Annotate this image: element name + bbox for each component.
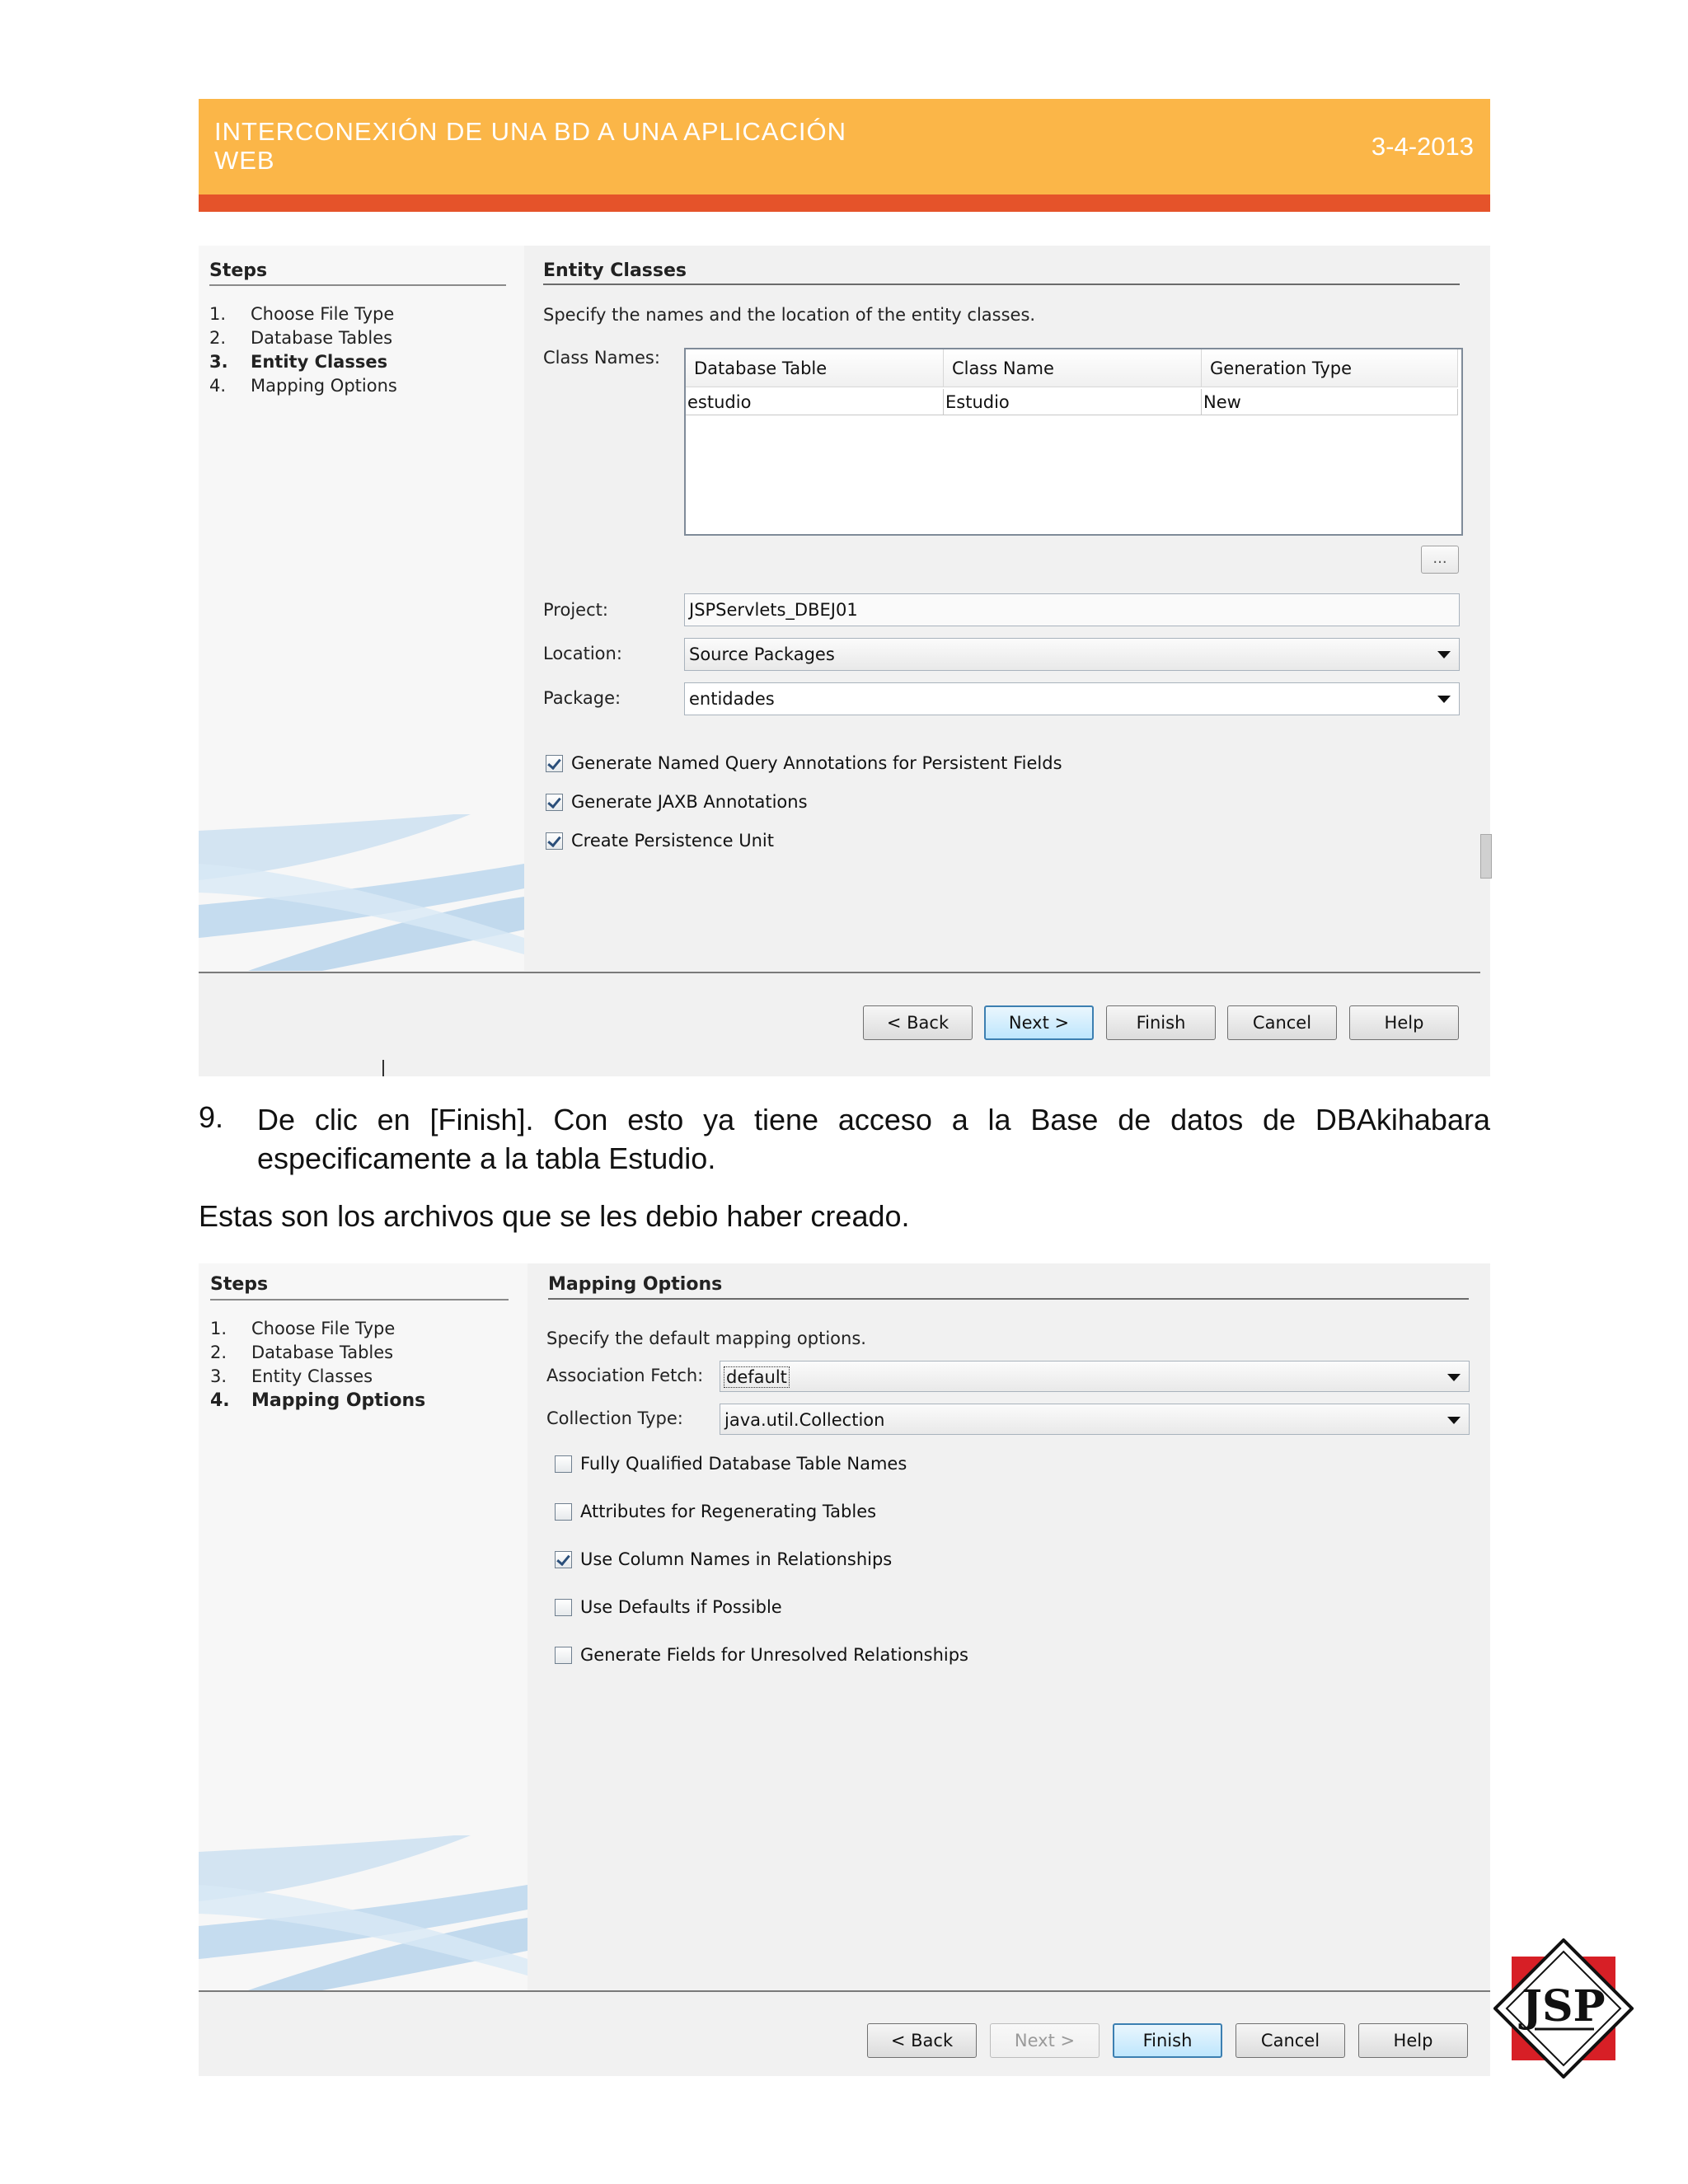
next-button: Next > xyxy=(990,2023,1100,2058)
section-title: Entity Classes xyxy=(543,260,687,281)
location-label: Location: xyxy=(543,644,622,663)
help-button[interactable]: Help xyxy=(1349,1005,1459,1040)
paragraph-files-created: Estas son los archivos que se les debio haber creado. xyxy=(199,1199,910,1233)
steps-list xyxy=(209,304,514,400)
button-bar-divider xyxy=(199,1990,1490,1992)
checkbox-checked-icon[interactable] xyxy=(546,755,563,772)
option-column-names[interactable] xyxy=(555,1549,892,1569)
option-use-defaults[interactable] xyxy=(555,1597,782,1617)
header-accent-bar xyxy=(199,194,1490,212)
package-label: Package: xyxy=(543,688,621,708)
column-header-class-name[interactable]: Class Name xyxy=(944,349,1202,387)
option-label: Use Defaults if Possible xyxy=(580,1597,782,1617)
finish-button[interactable]: Finish xyxy=(1113,2023,1222,2058)
cell-database-table[interactable]: estudio xyxy=(686,389,944,415)
option-label: Create Persistence Unit xyxy=(571,831,774,851)
class-names-table[interactable] xyxy=(684,348,1463,536)
steps-divider xyxy=(210,1299,509,1301)
steps-divider xyxy=(209,284,506,286)
option-unresolved-relationships[interactable] xyxy=(555,1645,968,1665)
paragraph-step-9: De clic en [Finish]. Con esto ya tiene acceso a la Base de datos de DBAkihabara especificamente a la tabla Estudio. xyxy=(257,1103,1490,1175)
option-persistence-unit[interactable] xyxy=(546,831,774,851)
option-label: Generate JAXB Annotations xyxy=(571,792,808,812)
jsp-logo xyxy=(1493,1938,1634,2079)
association-fetch-label: Association Fetch: xyxy=(546,1366,704,1385)
collection-type-value: java.util.Collection xyxy=(724,1410,885,1430)
option-label: Attributes for Regenerating Tables xyxy=(580,1502,877,1521)
help-button[interactable]: Help xyxy=(1358,2023,1468,2058)
location-value: Source Packages xyxy=(689,644,835,664)
option-named-query[interactable] xyxy=(546,753,1062,773)
collection-type-label: Collection Type: xyxy=(546,1408,683,1428)
step-database-tables: 2. Database Tables xyxy=(209,328,393,348)
project-field[interactable]: JSPServlets_DBEJ01 xyxy=(684,593,1460,626)
wizard-swoosh-graphic xyxy=(199,1835,528,1990)
package-dropdown[interactable] xyxy=(684,682,1460,715)
collection-type-dropdown[interactable] xyxy=(720,1404,1470,1435)
checkbox-unchecked-icon[interactable] xyxy=(555,1599,572,1616)
section-divider xyxy=(548,1298,1469,1300)
option-label: Generate Fields for Unresolved Relationships xyxy=(580,1645,968,1665)
association-fetch-value: default xyxy=(726,1367,787,1387)
class-names-label: Class Names: xyxy=(543,348,660,368)
section-divider xyxy=(543,284,1460,285)
location-dropdown[interactable] xyxy=(684,638,1460,671)
cell-class-name[interactable]: Estudio xyxy=(944,389,1202,415)
wizard-swoosh-graphic xyxy=(199,814,524,971)
package-value: entidades xyxy=(689,689,775,709)
section-description: Specify the names and the location of the entity classes. xyxy=(543,305,1036,325)
checkbox-checked-icon[interactable] xyxy=(555,1551,572,1568)
next-button[interactable]: Next > xyxy=(984,1005,1094,1040)
step-database-tables: 2. Database Tables xyxy=(210,1343,394,1362)
option-jaxb[interactable] xyxy=(546,792,808,812)
cell-generation-type[interactable]: New xyxy=(1202,389,1458,415)
option-fully-qualified[interactable] xyxy=(555,1454,907,1474)
option-attributes-regenerating[interactable] xyxy=(555,1502,876,1521)
checkbox-checked-icon[interactable] xyxy=(546,794,563,811)
step-mapping-options: 4. Mapping Options xyxy=(210,1390,426,1411)
step-entity-classes: 3. Entity Classes xyxy=(209,352,388,372)
column-header-generation-type[interactable]: Generation Type xyxy=(1202,349,1458,387)
step-entity-classes: 3. Entity Classes xyxy=(210,1366,373,1386)
document-title: INTERCONEXIÓN DE UNA BD A UNA APLICACIÓN WEB xyxy=(214,117,846,175)
cancel-button[interactable]: Cancel xyxy=(1227,1005,1337,1040)
association-fetch-dropdown[interactable] xyxy=(720,1361,1470,1392)
step-mapping-options: 4. Mapping Options xyxy=(209,376,397,396)
steps-title: Steps xyxy=(210,1274,269,1295)
chevron-down-icon xyxy=(1447,1417,1461,1424)
column-header-database-table[interactable]: Database Table xyxy=(686,349,944,387)
option-label: Use Column Names in Relationships xyxy=(580,1549,893,1569)
cancel-button[interactable]: Cancel xyxy=(1236,2023,1345,2058)
jsp-logo-text: JSP xyxy=(1522,1981,1606,2032)
back-button[interactable]: < Back xyxy=(867,2023,977,2058)
button-bar-divider xyxy=(199,972,1480,973)
checkbox-unchecked-icon[interactable] xyxy=(555,1455,572,1473)
step-choose-file-type: 1. Choose File Type xyxy=(210,1319,396,1338)
option-label: Generate Named Query Annotations for Persistent Fields xyxy=(571,753,1062,773)
chevron-down-icon xyxy=(1437,651,1451,658)
document-date: 3-4-2013 xyxy=(1371,132,1474,161)
option-label: Fully Qualified Database Table Names xyxy=(580,1454,907,1474)
list-number: 9. xyxy=(199,1100,224,1134)
finish-button[interactable]: Finish xyxy=(1106,1005,1216,1040)
entity-classes-dialog xyxy=(199,246,1490,1076)
project-label: Project: xyxy=(543,600,608,620)
mapping-options-dialog xyxy=(199,1263,1490,2076)
steps-list xyxy=(210,1319,515,1414)
section-description: Specify the default mapping options. xyxy=(546,1329,866,1348)
step-choose-file-type: 1. Choose File Type xyxy=(209,304,395,324)
section-title: Mapping Options xyxy=(548,1274,723,1295)
text-cursor xyxy=(382,1060,384,1076)
back-button[interactable]: < Back xyxy=(863,1005,973,1040)
scrollbar-stub[interactable] xyxy=(1480,834,1492,879)
checkbox-unchecked-icon[interactable] xyxy=(555,1503,572,1521)
checkbox-checked-icon[interactable] xyxy=(546,832,563,850)
chevron-down-icon xyxy=(1447,1374,1461,1381)
chevron-down-icon xyxy=(1437,696,1451,703)
steps-title: Steps xyxy=(209,260,268,281)
ellipsis-button[interactable]: ... xyxy=(1421,546,1459,574)
checkbox-unchecked-icon[interactable] xyxy=(555,1647,572,1664)
